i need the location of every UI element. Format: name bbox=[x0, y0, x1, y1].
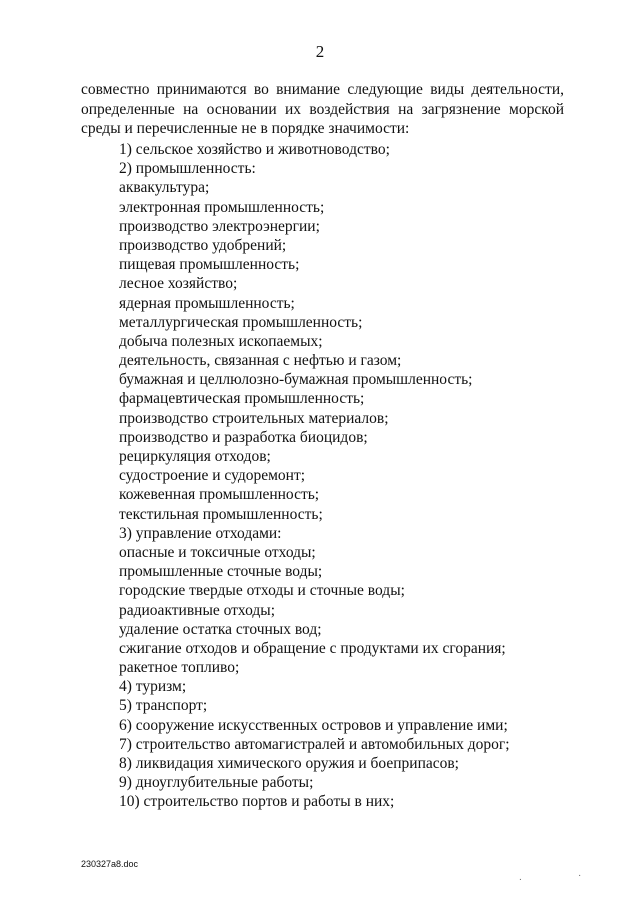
list-item: лесное хозяйство; bbox=[119, 275, 238, 293]
list-item: 2) промышленность: bbox=[119, 160, 256, 178]
list-item: текстильная промышленность; bbox=[119, 505, 323, 523]
list-item: 7) строительство автомагистралей и автомобильных дорог; bbox=[119, 735, 510, 753]
activity-list bbox=[119, 140, 510, 812]
list-item: производство строительных материалов; bbox=[119, 409, 389, 427]
list-item: ракетное топливо; bbox=[119, 659, 240, 677]
list-item: рециркуляция отходов; bbox=[119, 448, 271, 465]
list-item: производство и разработка биоцидов; bbox=[119, 428, 368, 446]
list-item: пищевая промышленность; bbox=[119, 256, 300, 274]
list-item: фармацевтическая промышленность; bbox=[119, 390, 365, 408]
list-item: сжигание отходов и обращение с продуктами их сгорания; bbox=[119, 639, 506, 657]
list-item: 4) туризм; bbox=[119, 678, 187, 696]
list-item: 10) строительство портов и работы в них; bbox=[119, 793, 395, 811]
list-item: производство электроэнергии; bbox=[119, 217, 320, 235]
list-item: удаление остатка сточных вод; bbox=[119, 620, 322, 638]
list-item: аквакультура; bbox=[119, 179, 210, 197]
list-item: деятельность, связанная с нефтью и газом; bbox=[119, 352, 402, 370]
list-item: кожевенная промышленность; bbox=[119, 486, 320, 504]
list-item: промышленные сточные воды; bbox=[119, 563, 323, 581]
footer-file-code: 230327a8.doc bbox=[81, 859, 139, 869]
list-item: 6) сооружение искусственных островов и управление ими; bbox=[119, 716, 508, 734]
list-item: опасные и токсичные отходы; bbox=[119, 543, 316, 561]
list-item: бумажная и целлюлозно-бумажная промышленность; bbox=[119, 371, 473, 389]
list-item: 3) управление отходами: bbox=[119, 524, 282, 542]
list-item: металлургическая промышленность; bbox=[119, 313, 363, 331]
intro-paragraph: совместно принимаются во внимание следующие виды деятельности, определенные на основании их воздействия на загрязнение морской среды и перечисленные не в порядке значимости: bbox=[81, 81, 564, 137]
list-item: судостроение и судоремонт; bbox=[119, 467, 306, 485]
scan-artifact: . bbox=[519, 872, 522, 883]
list-item: городские твердые отходы и сточные воды; bbox=[119, 582, 405, 600]
list-item: электронная промышленность; bbox=[119, 198, 325, 216]
page-number: 2 bbox=[315, 42, 325, 61]
list-item: производство удобрений; bbox=[119, 236, 287, 254]
list-item: 9) дноуглубительные работы; bbox=[119, 774, 314, 792]
list-item: 8) ликвидация химического оружия и боеприпасов; bbox=[119, 755, 459, 772]
list-item: 1) сельское хозяйство и животноводство; bbox=[119, 141, 390, 158]
list-item: добыча полезных ископаемых; bbox=[119, 332, 323, 350]
list-item: радиоактивные отходы; bbox=[119, 601, 276, 619]
scan-artifact: · bbox=[578, 870, 582, 881]
list-item: ядерная промышленность; bbox=[119, 294, 295, 312]
list-item: 5) транспорт; bbox=[119, 697, 208, 715]
